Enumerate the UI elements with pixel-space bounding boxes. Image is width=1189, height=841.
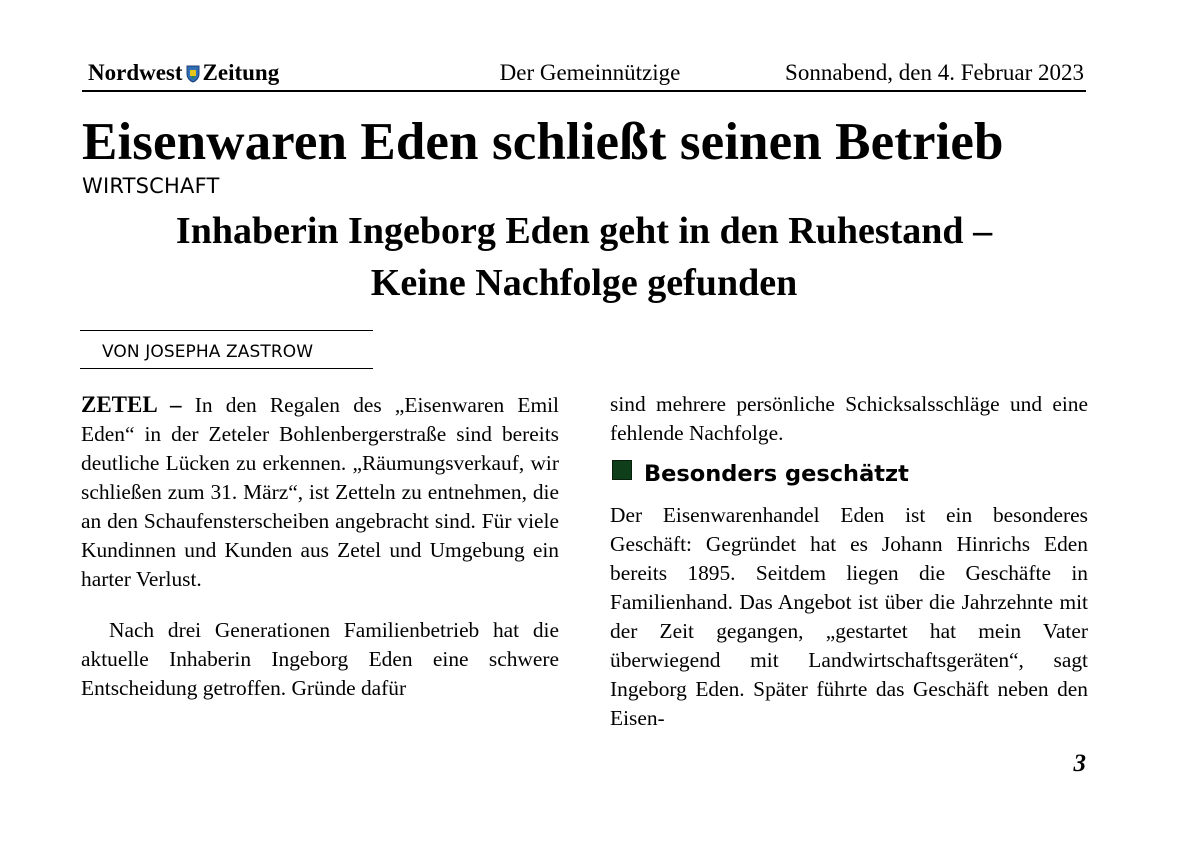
article-headline: Eisenwaren Eden schließt seinen Betrieb: [82, 113, 1004, 171]
newspaper-name-part1: Nordwest: [88, 60, 183, 85]
section-heading-text: Besonders geschätzt: [644, 461, 909, 487]
article-column-right: [610, 501, 1088, 733]
paragraph-1-text: In den Regalen des „Eisenwaren Emil Eden“ in der Zeteler Bohlenbergerstraße sind bereits deutliche Lücken zu erkennen. „Räumungsverkauf, wir schließen zum 31. März“, ist Zetteln zu entnehmen, die an den Schaufensterscheiben angebracht sind. Für viele Kundinnen und Kunden aus Zetel und Umgebung ein harter Verlust.: [81, 393, 560, 591]
page-number: 3: [1073, 750, 1086, 777]
issue-date: Sonnabend, den 4. Februar 2023: [785, 60, 1084, 85]
paragraph-2: Nach drei Generationen Familienbetrieb hat die aktuelle Inhaberin Ingeborg Eden eine schwere Entscheidung getroffen. Gründe dafür: [81, 618, 559, 700]
article-subheadline: [82, 205, 1086, 309]
newspaper-name-part2: Zeitung: [202, 60, 280, 85]
section-name: Der Gemeinnützige: [499, 60, 681, 85]
paragraph-3: Der Eisenwarenhandel Eden ist ein besonderes Geschäft: Gegründet hat es Johann Hinrichs Eden bereits 1895. Seitdem liegen die Geschäfte in Familienhand. Das Angebot ist über die Jahrzehnte mit der Zeit gegangen, „gestartet hat mein Vater überwiegend mit Landwirtschaftsgeräten“, sagt Ingeborg Eden. Später führte das Geschäft neben den Eisen-: [610, 503, 1088, 730]
masthead: [82, 58, 1086, 88]
green-square-bullet-icon: [612, 460, 632, 480]
byline-rule-bottom: [80, 368, 373, 369]
masthead-rule: [82, 90, 1086, 92]
article-kicker: WIRTSCHAFT: [82, 174, 220, 198]
section-heading: [612, 458, 909, 490]
article-column-left: [81, 390, 559, 703]
dateline: ZETEL –: [81, 392, 182, 417]
byline: VON JOSEPHA ZASTROW: [102, 342, 314, 362]
article-column-right-top: [610, 390, 1088, 448]
paragraph-1: [81, 390, 559, 594]
subheadline-line-1: Inhaberin Ingeborg Eden geht in den Ruhestand –: [175, 210, 993, 252]
paragraph-2-continued: sind mehrere persönliche Schicksalsschläge und eine fehlende Nachfolge.: [610, 392, 1088, 445]
byline-rule-top: [80, 330, 373, 331]
subheadline-line-2: Keine Nachfolge gefunden: [370, 262, 798, 304]
